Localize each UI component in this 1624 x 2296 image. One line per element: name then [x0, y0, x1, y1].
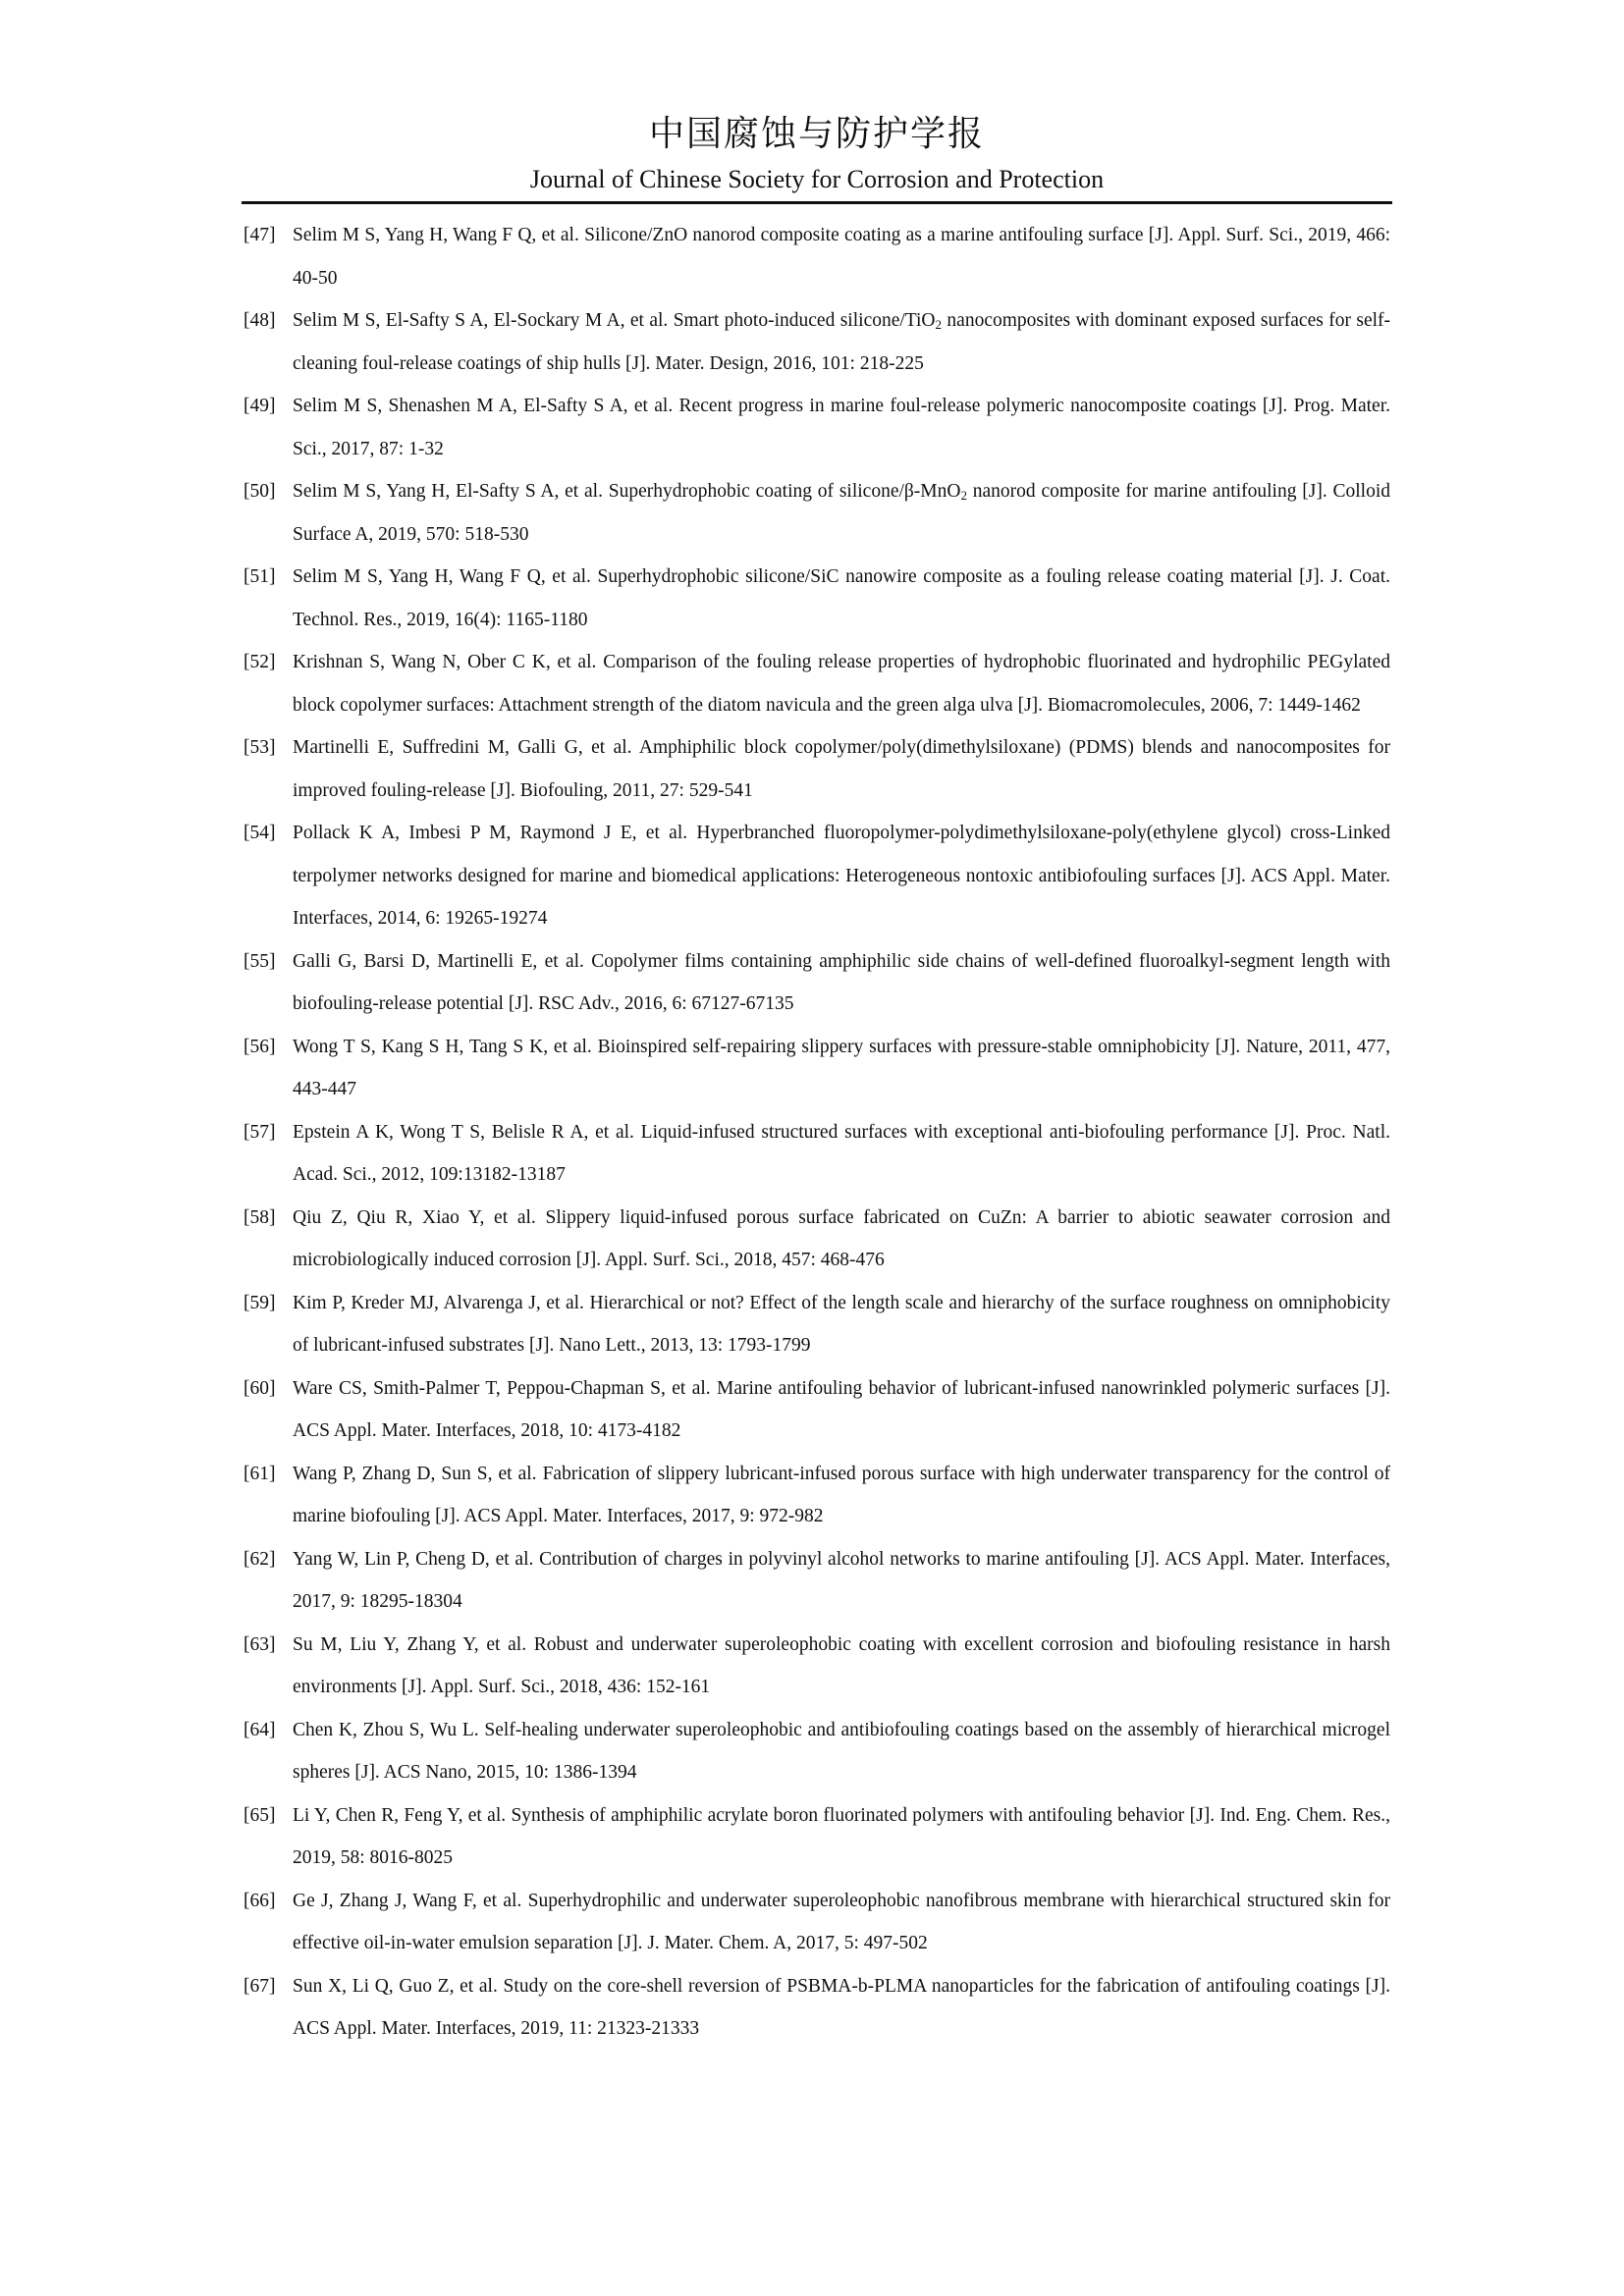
- reference-text: [293, 385, 1390, 470]
- reference-text-part: Krishnan S, Wang N, Ober C K, et al. Comparison of the fouling release properties of hydrophobic fluorinated and hydrophilic PEGylated block copolymer surfaces: Attachment strength of the diatom navicula and the green alga ulva [J]. Biomacromolecules, 2006, 7: 1449-1462: [293, 652, 1390, 716]
- reference-text: [293, 1538, 1390, 1624]
- reference-text: [293, 726, 1390, 812]
- reference-text-part: Pollack K A, Imbesi P M, Raymond J E, et al. Hyperbranched fluoropolymer-polydimethylsiloxane-poly(ethylene glycol) cross-Linked terpolymer networks designed for marine and biomedical applications: Heterogeneous nontoxic antibiofouling surfaces [J]. ACS Appl. Mater. Interfaces, 2014, 6: 19265-19274: [293, 823, 1390, 929]
- reference-item: [242, 1794, 1390, 1880]
- reference-item: [242, 812, 1390, 940]
- subscript: 2: [935, 317, 943, 332]
- reference-number: [55]: [244, 950, 276, 972]
- reference-number: [57]: [244, 1121, 276, 1143]
- reference-number: [51]: [244, 566, 276, 587]
- journal-header: [242, 110, 1392, 196]
- reference-text: [293, 1624, 1390, 1709]
- reference-item: [242, 726, 1390, 812]
- reference-text-part: Chen K, Zhou S, Wu L. Self-healing underwater superoleophobic and antibiofouling coatings based on the assembly of hierarchical microgel spheres [J]. ACS Nano, 2015, 10: 1386-1394: [293, 1719, 1390, 1783]
- reference-number: [53]: [244, 737, 276, 758]
- reference-text-part: Sun X, Li Q, Guo Z, et al. Study on the core-shell reversion of PSBMA-b-PLMA nanoparticles for the fabrication of antifouling coatings [J]. ACS Appl. Mater. Interfaces, 2019, 11: 21323-21333: [293, 1975, 1390, 2039]
- reference-number: [49]: [244, 396, 276, 416]
- reference-number: [60]: [244, 1377, 276, 1399]
- reference-text: [293, 1453, 1390, 1538]
- reference-item: [242, 1367, 1390, 1453]
- reference-number: [64]: [244, 1719, 276, 1740]
- reference-item: [242, 1965, 1390, 2051]
- reference-text-part: Qiu Z, Qiu R, Xiao Y, et al. Slippery liquid-infused porous surface fabricated on CuZn: A barrier to abiotic seawater corrosion and microbiologically induced corrosion [J]. Appl. Surf. Sci., 2018, 457: 468-476: [293, 1206, 1390, 1270]
- journal-title-english: Journal of Chinese Society for Corrosion and Protection: [529, 165, 1105, 193]
- reference-item: [242, 556, 1390, 641]
- reference-text-part: Selim M S, El-Safty S A, El-Sockary M A, et al. Smart photo-induced silicone/TiO: [293, 310, 936, 331]
- reference-item: [242, 385, 1390, 470]
- reference-number: [50]: [244, 481, 276, 502]
- reference-number: [59]: [244, 1292, 276, 1313]
- reference-text-part: Selim M S, Shenashen M A, El-Safty S A, et al. Recent progress in marine foul-release polymeric nanocomposite coatings [J]. Prog. Mater. Sci., 2017, 87: 1-32: [293, 396, 1390, 459]
- reference-text: [293, 1282, 1390, 1367]
- journal-title-chinese: 中国腐蚀与防护学报: [648, 114, 985, 154]
- reference-text-part: Martinelli E, Suffredini M, Galli G, et al. Amphiphilic block copolymer/poly(dimethylsiloxane) (PDMS) blends and nanocomposites for improved fouling-release [J]. Biofouling, 2011, 27: 529-541: [293, 737, 1390, 801]
- reference-text-part: Kim P, Kreder MJ, Alvarenga J, et al. Hierarchical or not? Effect of the length scale and hierarchy of the surface roughness on omniphobicity of lubricant-infused substrates [J]. Nano Lett., 2013, 13: 1793-1799: [293, 1292, 1390, 1356]
- reference-text: [293, 1709, 1390, 1794]
- reference-text-part: Li Y, Chen R, Feng Y, et al. Synthesis of amphiphilic acrylate boron fluorinated polymers with antifouling behavior [J]. Ind. Eng. Chem. Res., 2019, 58: 8016-8025: [293, 1804, 1390, 1868]
- reference-item: [242, 1624, 1390, 1709]
- reference-item: [242, 1282, 1390, 1367]
- reference-text-part: nanorod composite for marine antifouling [J]. Colloid Surface A, 2019, 570: 518-530: [293, 481, 1390, 545]
- reference-number: [58]: [244, 1206, 276, 1228]
- reference-item: [242, 1538, 1390, 1624]
- reference-item: [242, 1880, 1390, 1965]
- reference-text: [293, 1111, 1390, 1197]
- reference-number: [56]: [244, 1036, 276, 1057]
- reference-text-part: Ware CS, Smith-Palmer T, Peppou-Chapman S, et al. Marine antifouling behavior of lubricant-infused nanowrinkled polymeric surfaces [J]. ACS Appl. Mater. Interfaces, 2018, 10: 4173-4182: [293, 1377, 1390, 1441]
- reference-text-part: Galli G, Barsi D, Martinelli E, et al. Copolymer films containing amphiphilic side chains of well-defined fluoroalkyl-segment length with biofouling-release potential [J]. RSC Adv., 2016, 6: 67127-67135: [293, 950, 1390, 1014]
- reference-text: [293, 299, 1390, 385]
- reference-number: [62]: [244, 1548, 276, 1570]
- reference-text: [293, 1197, 1390, 1282]
- reference-item: [242, 1453, 1390, 1538]
- reference-text: [293, 940, 1390, 1026]
- reference-text: [293, 214, 1390, 299]
- reference-number: [66]: [244, 1890, 276, 1911]
- reference-text: [293, 641, 1390, 726]
- reference-number: [63]: [244, 1633, 276, 1655]
- reference-text: [293, 812, 1390, 940]
- reference-text: [293, 470, 1390, 556]
- reference-item: [242, 214, 1390, 299]
- reference-item: [242, 299, 1390, 385]
- reference-number: [48]: [244, 310, 276, 331]
- reference-text-part: Selim M S, Yang H, Wang F Q, et al. Superhydrophobic silicone/SiC nanowire composite as a fouling release coating material [J]. J. Coat. Technol. Res., 2019, 16(4): 1165-1180: [293, 566, 1390, 630]
- reference-text: [293, 1965, 1390, 2051]
- reference-text: [293, 1026, 1390, 1111]
- reference-text: [293, 1880, 1390, 1965]
- reference-text-part: nanocomposites with dominant exposed surfaces for self-cleaning foul-release coatings of ship hulls [J]. Mater. Design, 2016, 101: 218-225: [293, 310, 1391, 374]
- reference-item: [242, 1026, 1390, 1111]
- reference-text-part: Su M, Liu Y, Zhang Y, et al. Robust and underwater superoleophobic coating with excellent corrosion and biofouling resistance in harsh environments [J]. Appl. Surf. Sci., 2018, 436: 152-161: [293, 1633, 1390, 1697]
- reference-text-part: Selim M S, Yang H, Wang F Q, et al. Silicone/ZnO nanorod composite coating as a marine antifouling surface [J]. Appl. Surf. Sci., 2019, 466: 40-50: [293, 225, 1390, 289]
- reference-number: [67]: [244, 1975, 276, 1997]
- header-rule: [242, 201, 1392, 204]
- reference-text-part: Ge J, Zhang J, Wang F, et al. Superhydrophilic and underwater superoleophobic nanofibrous membrane with hierarchical structured skin for effective oil-in-water emulsion separation [J]. J. Mater. Chem. A, 2017, 5: 497-502: [293, 1890, 1390, 1953]
- subscript: 2: [960, 488, 967, 503]
- reference-item: [242, 1709, 1390, 1794]
- reference-number: [61]: [244, 1463, 276, 1484]
- reference-number: [47]: [244, 225, 276, 245]
- reference-text: [293, 1367, 1390, 1453]
- reference-number: [52]: [244, 652, 276, 672]
- reference-item: [242, 940, 1390, 1026]
- reference-item: [242, 470, 1390, 556]
- reference-text: [293, 1794, 1390, 1880]
- reference-number: [54]: [244, 823, 276, 843]
- reference-item: [242, 1111, 1390, 1197]
- reference-text-part: Wong T S, Kang S H, Tang S K, et al. Bioinspired self-repairing slippery surfaces with pressure-stable omniphobicity [J]. Nature, 2011, 477, 443-447: [293, 1036, 1390, 1099]
- reference-item: [242, 641, 1390, 726]
- reference-text-part: Epstein A K, Wong T S, Belisle R A, et al. Liquid-infused structured surfaces with exceptional anti-biofouling performance [J]. Proc. Natl. Acad. Sci., 2012, 109:13182-13187: [293, 1121, 1390, 1185]
- reference-text-part: Yang W, Lin P, Cheng D, et al. Contribution of charges in polyvinyl alcohol networks to marine antifouling [J]. ACS Appl. Mater. Interfaces, 2017, 9: 18295-18304: [293, 1548, 1390, 1612]
- reference-list: [242, 214, 1390, 2051]
- reference-text: [293, 556, 1390, 641]
- reference-item: [242, 1197, 1390, 1282]
- reference-text-part: Wang P, Zhang D, Sun S, et al. Fabrication of slippery lubricant-infused porous surface with high underwater transparency for the control of marine biofouling [J]. ACS Appl. Mater. Interfaces, 2017, 9: 972-982: [293, 1463, 1390, 1526]
- reference-number: [65]: [244, 1804, 276, 1826]
- reference-text-part: Selim M S, Yang H, El-Safty S A, et al. Superhydrophobic coating of silicone/β-MnO: [293, 481, 961, 502]
